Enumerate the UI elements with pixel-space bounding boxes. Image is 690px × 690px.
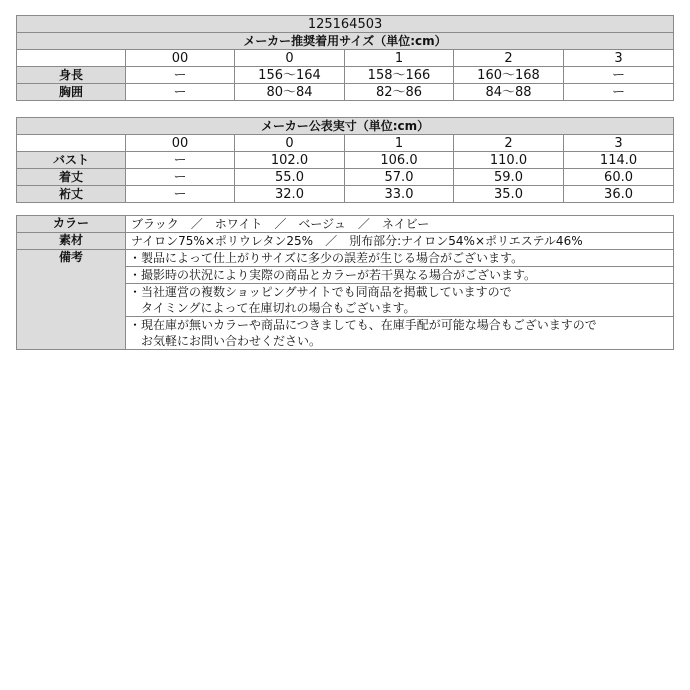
- note-line: ・現在庫が無いカラーや商品につきましても、在庫手配が可能な場合もございますので: [129, 318, 597, 332]
- table-cell: ー: [126, 67, 235, 84]
- table-cell: 33.0: [345, 186, 454, 203]
- table-cell: 32.0: [235, 186, 345, 203]
- row-label-chest: 胸囲: [17, 84, 126, 101]
- row-label-length: 着丈: [17, 169, 126, 186]
- recommended-size-title: メーカー推奨着用サイズ（単位:cm）: [17, 33, 674, 50]
- table-cell: ー: [564, 84, 674, 101]
- color-label: カラー: [17, 216, 126, 233]
- notes-label: 備考: [17, 250, 126, 350]
- corner-cell: [17, 50, 126, 67]
- table-cell: ー: [126, 152, 235, 169]
- size-header: 1: [345, 50, 454, 67]
- table-cell: 102.0: [235, 152, 345, 169]
- table-cell: 160～168: [454, 67, 564, 84]
- color-value: ブラック ／ ホワイト ／ ベージュ ／ ネイビー: [126, 216, 674, 233]
- size-header: 00: [126, 135, 235, 152]
- note-line: お気軽にお問い合わせください。: [141, 334, 322, 348]
- material-value: ナイロン75%×ポリウレタン25% ／ 別布部分:ナイロン54%×ポリエステル46%: [126, 233, 674, 250]
- size-header: 2: [454, 50, 564, 67]
- table-cell: 57.0: [345, 169, 454, 186]
- note-line: ・当社運営の複数ショッピングサイトでも同商品を掲載していますので: [129, 285, 512, 299]
- table-cell: 80～84: [235, 84, 345, 101]
- product-details-table: [16, 215, 674, 350]
- row-label-sleeve: 裄丈: [17, 186, 126, 203]
- table-cell: 84～88: [454, 84, 564, 101]
- recommended-size-table: [16, 15, 674, 101]
- size-header: 00: [126, 50, 235, 67]
- size-header: 2: [454, 135, 564, 152]
- note-item: [126, 317, 674, 350]
- corner-cell: [17, 135, 126, 152]
- size-header: 3: [564, 50, 674, 67]
- table-cell: 114.0: [564, 152, 674, 169]
- table-cell: 55.0: [235, 169, 345, 186]
- official-size-table: [16, 117, 674, 203]
- table-cell: ー: [126, 169, 235, 186]
- table-cell: 60.0: [564, 169, 674, 186]
- row-label-bust: バスト: [17, 152, 126, 169]
- note-item: [126, 284, 674, 317]
- table-cell: ー: [126, 84, 235, 101]
- table-cell: 110.0: [454, 152, 564, 169]
- product-code: 125164503: [17, 16, 674, 33]
- official-size-title: メーカー公表実寸（単位:cm）: [17, 118, 674, 135]
- table-cell: ー: [126, 186, 235, 203]
- size-header: 0: [235, 50, 345, 67]
- table-cell: 59.0: [454, 169, 564, 186]
- note-item: ・撮影時の状況により実際の商品とカラーが若干異なる場合がございます。: [126, 267, 674, 284]
- table-cell: 82～86: [345, 84, 454, 101]
- table-cell: 156～164: [235, 67, 345, 84]
- table-cell: 106.0: [345, 152, 454, 169]
- table-cell: ー: [564, 67, 674, 84]
- size-header: 1: [345, 135, 454, 152]
- table-cell: 158～166: [345, 67, 454, 84]
- material-label: 素材: [17, 233, 126, 250]
- table-cell: 35.0: [454, 186, 564, 203]
- table-cell: 36.0: [564, 186, 674, 203]
- note-item: ・製品によって仕上がりサイズに多少の誤差が生じる場合がございます。: [126, 250, 674, 267]
- size-header: 3: [564, 135, 674, 152]
- note-line: タイミングによって在庫切れの場合もございます。: [141, 301, 416, 315]
- row-label-height: 身長: [17, 67, 126, 84]
- size-header: 0: [235, 135, 345, 152]
